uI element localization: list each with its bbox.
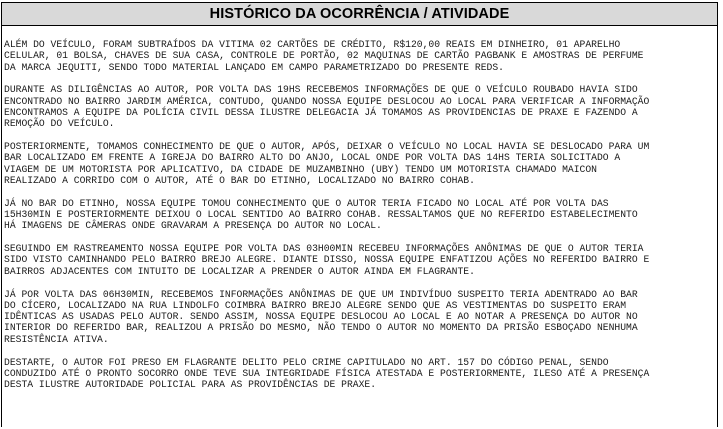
history-line: IDÊNTICAS AS USADAS PELO AUTOR. SENDO ASSIM, NOSSA EQUIPE DESLOCOU AO LOCAL E AO NOTAR A PRESENÇA DO AUTOR NO [4, 311, 638, 323]
history-paragraph [4, 198, 716, 232]
history-line: DESTA ILUSTRE AUTORIDADE POLICIAL PARA AS PROVIDÊNCIAS DE PRAXE. [4, 379, 377, 391]
history-line: 15H30MIN E POSTERIORMENTE DEIXOU O LOCAL SENTIDO AO BAIRRO COHAB. RESSALTAMOS QUE NO REFERIDO ESTABELECIMENTO [4, 209, 638, 221]
section-header [2, 3, 717, 26]
history-line: BAR LOCALIZADO EM FRENTE A IGREJA DO BAIRRO ALTO DO ANJO, LOCAL ONDE POR VOLTA DAS 14HS TERIA SOLICITADO A [4, 152, 621, 164]
history-line: JÁ NO BAR DO ETINHO, NOSSA EQUIPE TOMOU CONHECIMENTO QUE O AUTOR TERIA FICADO NO LOCAL ATÉ POR VOLTA DAS [4, 197, 609, 209]
history-line: REALIZADO A CORRIDO COM O AUTOR, ATÉ O BAR DO ETINHO, LOCALIZADO NO BAIRRO COHAB. [4, 174, 475, 186]
history-line: ALÉM DO VEÍCULO, FORAM SUBTRAÍDOS DA VITIMA 02 CARTÕES DE CRÉDITO, R$120,00 REAIS EM DINHEIRO, 01 APARELHO [4, 39, 621, 50]
history-line: REMOÇÃO DO VEÍCULO. [4, 118, 115, 130]
history-line: VIAGEM DE UM MOTORISTA POR APLICATIVO, DA CIDADE DE MUZAMBINHO (UBY) TENDO UM MOTORISTA CHAMADO MAICON [4, 163, 597, 175]
history-line: ENCONTRAMOS A EQUIPE DA POLÍCIA CIVIL DESSA ILUSTRE DELEGACIA JÁ TOMAMOS AS PROVIDENCIAS DE PRAXE E FAZENDO A [4, 106, 638, 118]
history-line: CELULAR, 01 BOLSA, CHAVES DE SUA CASA, CONTROLE DE PORTÃO, 02 MAQUINAS DE CARTÃO PAGBANK E AMOSTRAS DE PERFUME [4, 50, 644, 62]
history-line: DURANTE AS DILIGÊNCIAS AO AUTOR, POR VOLTA DAS 19HS RECEBEMOS INFORMAÇÕES DE QUE O VEÍCULO ROUBADO HAVIA SIDO [4, 84, 638, 96]
history-line: RESISTÊNCIA ATIVA. [4, 333, 109, 345]
history-line: SEGUINDO EM RASTREAMENTO NOSSA EQUIPE POR VOLTA DAS 03H00MIN RECEBEU INFORMAÇÕES ANÔNIMAS DE QUE O AUTOR TERIA [4, 243, 644, 255]
history-line: INTERIOR DO REFERIDO BAR, REALIZOU A PRISÃO DO MESMO, NÃO TENDO O AUTOR NO MOMENTO DA PRISÃO ESBOÇADO NENHUMA [4, 322, 638, 334]
history-paragraph [4, 243, 716, 277]
history-paragraph [4, 289, 716, 345]
history-line: BAIRROS ADJACENTES COM INTUITO DE LOCALIZAR A PRENDER O AUTOR AINDA EM FLAGRANTE. [4, 265, 475, 277]
section-title: HISTÓRICO DA OCORRÊNCIA / ATIVIDADE [209, 6, 510, 22]
history-line: JÁ POR VOLTA DAS 06H30MIN, RECEBEMOS INFORMAÇÕES ANÔNIMAS DE QUE UM INDIVÍDUO SUSPEITO TERIA ADENTRADO AO BAR [4, 288, 638, 300]
history-line: DO CÍCERO, LOCALIZADO NA RUA LINDOLFO COIMBRA BAIRRO BREJO ALEGRE SENDO QUE AS VESTIMENTAS DO SUSPEITO ERAM [4, 299, 627, 311]
history-line: CONDUZIDO ATÉ O PRONTO SOCORRO ONDE TEVE SUA INTEGRIDADE FÍSICA ATESTADA E POSTERIORMENTE, ILESO ATÉ A PRESENÇA [4, 367, 650, 379]
history-line: DESTARTE, O AUTOR FOI PRESO EM FLAGRANTE DELITO PELO CRIME CAPITULADO NO ART. 157 DO CÓDIGO PENAL, SENDO [4, 356, 609, 368]
history-text [2, 26, 717, 390]
history-line: HÁ IMAGENS DE CÂMERAS ONDE GRAVARAM A PRESENÇA DO AUTOR NO LOCAL. [4, 220, 382, 232]
history-line: SIDO VISTO CAMINHANDO PELO BAIRRO BREJO ALEGRE. DIANTE DISSO, NOSSA EQUIPE ENFATIZOU AÇÕES NO REFERIDO BAIRRO E [4, 254, 650, 266]
history-line: ENCONTRADO NO BAIRRO JARDIM AMÉRICA, CONTUDO, QUANDO NOSSA EQUIPE DESLOCOU AO LOCAL PARA VERIFICAR A INFORMAÇÃO [4, 95, 650, 107]
history-paragraph [4, 357, 716, 391]
occurrence-history-panel [1, 2, 718, 427]
history-line: DA MARCA JEQUITI, SENDO TODO MATERIAL LANÇADO EM CAMPO PARAMETRIZADO DO PRESENTE REDS. [4, 61, 504, 73]
history-paragraph [4, 141, 716, 186]
history-paragraph [4, 84, 716, 129]
history-paragraph [4, 39, 716, 73]
history-line: POSTERIORMENTE, TOMAMOS CONHECIMENTO DE QUE O AUTOR, APÓS, DEIXAR O VEÍCULO NO LOCAL HAVIA SE DESLOCADO PARA UM [4, 141, 650, 153]
